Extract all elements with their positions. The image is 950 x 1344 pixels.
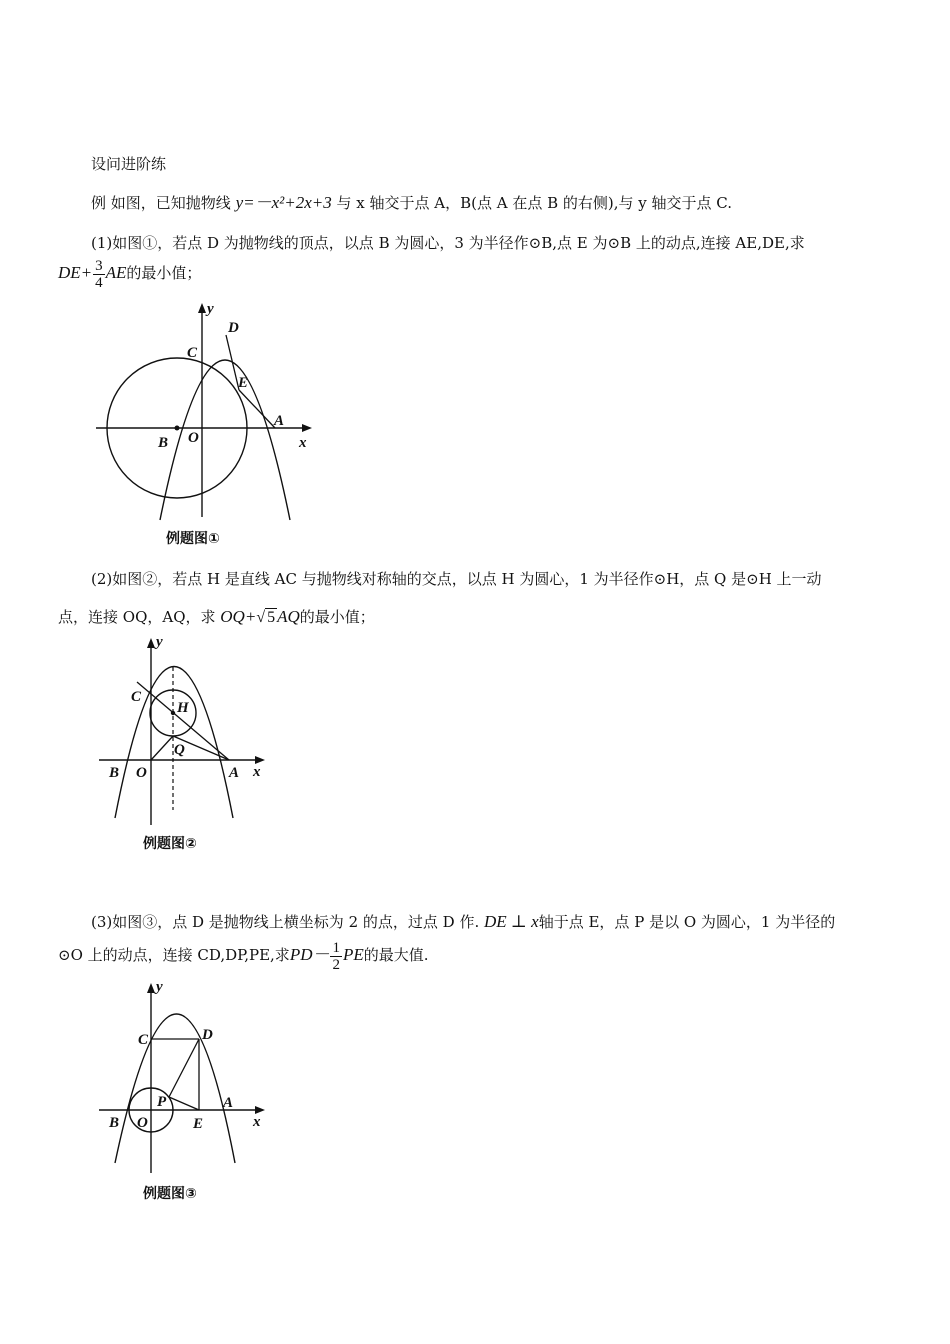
fig3-label-c: C [138,1032,149,1048]
fig2-label-y: y [156,634,163,650]
fig3-label-e: E [193,1116,204,1132]
part3-question-line1 [91,911,835,933]
fig2-label-q: Q [174,742,185,758]
fig2-label-b: B [109,765,120,781]
parabola-equation: y=－x²+2x+3 [235,193,332,212]
fig3-parabola [115,1014,235,1163]
fig1-label-y: y [207,301,214,317]
part2-tail: 的最小值； [299,608,375,626]
fig1-label-a: A [274,413,285,429]
figure-1 [90,295,330,555]
fig1-label-o: O [188,430,199,446]
part1-frac-numerator: 3 [95,257,103,274]
example-statement [91,192,732,214]
fig3-label-y: y [156,979,163,995]
fig2-label-o: O [136,765,147,781]
part3-expr-pd: PD－ [289,945,330,964]
figure-2 [95,630,275,860]
example-prefix: 例 如图，已知抛物线 [91,194,231,212]
part1-frac-denominator: 4 [95,274,103,291]
fig2-label-a: A [229,765,240,781]
part3-line1-prefix: (3)如图③，点 D 是抛物线上横坐标为 2 的点，过点 D 作. [91,913,480,931]
fig2-y-arrow [147,638,155,648]
part1-expr-ae: AE [105,263,127,282]
section-heading: 设问进阶练 [91,155,167,173]
fig1-x-arrow [302,424,312,432]
fig3-label-o: O [137,1115,148,1131]
part1-fraction [93,258,105,291]
fig1-label-b: B [158,435,169,451]
part2-sqrt-radicand: 5 [267,609,276,626]
fig3-segment-dp [169,1039,199,1097]
fig2-segment-oq [151,736,173,760]
fig2-label-h: H [177,700,189,716]
part3-line1-suffix: 轴于点 E，点 P 是以 O 为圆心，1 为半径的 [538,913,836,931]
fig2-caption: 例题图② [143,836,197,852]
part2-question-line2 [58,606,375,629]
fig2-point-h [171,711,175,715]
part3-expr-pe: PE [342,945,364,964]
part3-tail: 的最大值. [363,946,429,964]
fig1-label-e: E [238,375,249,391]
part1-question-line2 [58,256,201,291]
part1-tail: 的最小值； [126,264,202,282]
part3-fraction [330,940,342,973]
fig3-x-arrow [255,1106,265,1114]
part3-frac-numerator: 1 [332,939,340,956]
fig3-label-b: B [109,1115,120,1131]
fig3-label-d: D [202,1027,213,1043]
fig1-caption: 例题图① [166,531,220,547]
part2-sqrt: √ 5 [256,609,276,626]
fig1-parabola [160,360,290,520]
figure-3 [95,975,275,1215]
fig2-label-x: x [253,764,261,780]
part2-expr-aq: AQ [277,607,300,626]
part3-line2-prefix: ⊙O 上的动点，连接 CD,DP,PE,求 [58,946,290,964]
fig3-label-p: P [157,1094,167,1110]
fig3-caption: 例题图③ [143,1186,197,1202]
fig3-y-arrow [147,983,155,993]
fig1-label-c: C [187,345,198,361]
fig1-y-arrow [198,303,206,313]
part2-expr-oq: OQ+ [220,607,257,626]
fig2-x-arrow [255,756,265,764]
part3-frac-denominator: 2 [332,956,340,973]
part3-question-line2 [58,938,429,973]
fig3-label-a: A [223,1095,234,1111]
fig1-point-b [175,426,180,431]
fig1-label-x: x [299,435,307,451]
part2-line2-prefix: 点，连接 OQ，AQ，求 [58,608,216,626]
part2-question-line1: (2)如图②，若点 H 是直线 AC 与抛物线对称轴的交点，以点 H 为圆心，1 为半径作⊙H，点 Q 是⊙H 上一动 [91,570,822,588]
part1-expr-de: DE+ [58,263,93,282]
part3-expr-de-perp: DE ⊥ x [484,912,539,931]
fig2-label-c: C [131,689,142,705]
example-suffix: 与 x 轴交于点 A，B(点 A 在点 B 的右侧),与 y 轴交于点 C. [336,194,733,212]
part1-question-line1: (1)如图①，若点 D 为抛物线的顶点，以点 B 为圆心，3 为半径作⊙B,点 E 为⊙B 上的动点,连接 AE,DE,求 [91,234,805,252]
fig3-label-x: x [253,1114,261,1130]
fig1-label-d: D [228,320,239,336]
